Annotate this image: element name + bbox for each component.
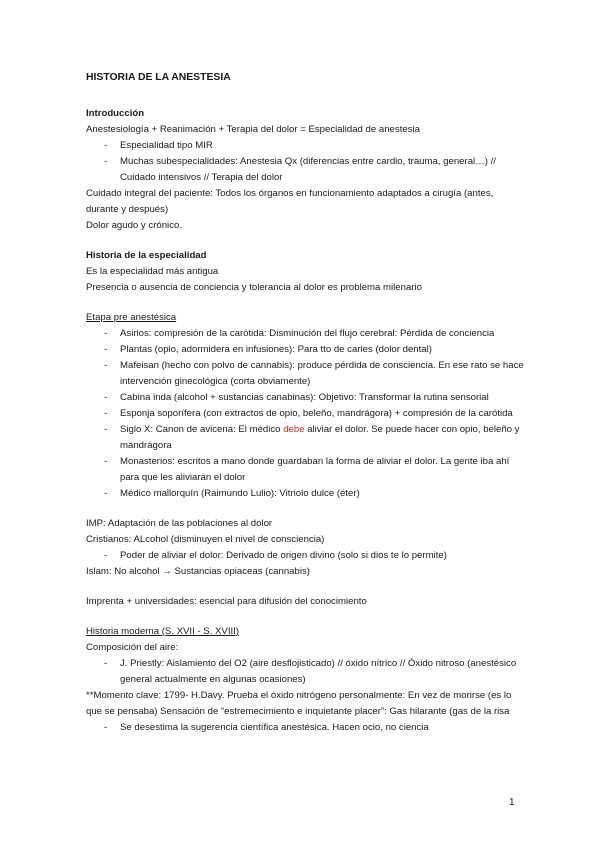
- imp-line: IMP: Adaptación de las poblaciones al dolor: [86, 518, 273, 529]
- intro-line: Cuidado integral del paciente: Todos los órganos en funcionamiento adaptados a cirugía (antes, durante y después): [86, 188, 494, 215]
- intro-heading: Introducción: [86, 108, 145, 119]
- list-item: - Plantas (opio, adormidera en infusiones): Para tto de caries (dolor dental): [104, 344, 432, 355]
- document-body: [86, 70, 526, 736]
- modern-line: Composición del aire:: [86, 642, 179, 653]
- list-item: - Se desestima la sugerencia científica anestésica. Hacen ocio, no ciencia: [104, 722, 429, 733]
- list-item: - Monasterios: escritos a mano donde guardaban la forma de aliviar el dolor. La gente iba ahí para que les aliviaran el dolor: [104, 456, 510, 483]
- imp-line: Cristianos: ALcohol (disminuyen el nivel de consciencia): [86, 534, 325, 545]
- list-item: - J. Priestly: Aislamiento del O2 (aire desflojisticado) // óxido nítrico // Óxido nitroso (anestésico general actualmente en algunas ocasiones): [104, 658, 517, 685]
- list-item: - Poder de aliviar el dolor: Derivado de origen divino (solo si dios te lo permite): [104, 550, 447, 561]
- list-item: - Muchas subespecialidades: Anestesia Qx (diferencias entre cardio, trauma, general…) // Cuidado intensivos // Terapia del dolor: [104, 156, 496, 183]
- history-heading: Historia de la especialidad: [86, 250, 207, 261]
- list-item: - Mafeisan (hecho con polvo de cannabis): produce pérdida de consciencia. En ese rato se hace intervención ginecológica (corta obviamente): [104, 360, 524, 387]
- list-item: - Siglo X: Canon de avicena: El médico debe aliviar el dolor. Se puede hacer con opio, beleño y mandrágora: [104, 424, 520, 451]
- page-number: 1: [509, 797, 515, 808]
- pre-heading: Etapa pre anestésica: [86, 312, 177, 323]
- imp-line: Imprenta + universidades: esencial para difusión del conocimiento: [86, 596, 367, 607]
- modern-heading: Historia moderna (S. XVII - S. XVIII): [86, 626, 240, 637]
- list-item: - Esponja soporífera (con extractos de opio, beleño, mandrágora) + compresión de la carótida: [104, 408, 513, 419]
- history-line: Es la especialidad más antigua: [86, 266, 219, 277]
- history-line: Presencia o ausencia de conciencia y tolerancia al dolor es problema milenario: [86, 282, 422, 293]
- list-item: - Médico mallorquín (Raimundo Lulio): Vitriolo dulce (éter): [104, 488, 360, 499]
- list-item: - Especialidad tipo MIR: [104, 140, 213, 151]
- list-item: - Cabina inda (alcohol + sustancias canabinas): Objetivo: Transformar la rutina sensorial: [104, 392, 489, 403]
- intro-line: Anestesiología + Reanimación + Terapia del dolor = Especialidad de anestesia: [86, 124, 420, 135]
- modern-line: **Momento clave: 1799- H.Davy. Prueba el óxido nitrógeno personalmente: En vez de morirse (es lo que se pensaba) Sensación de “estremecimiento e inquietante placer”: Gas hilarante (gas de la risa: [86, 690, 512, 717]
- document-title: HISTORIA DE LA ANESTESIA: [86, 72, 231, 83]
- imp-line: Islam: No alcohol → Sustancias opiaceas (cannabis): [86, 566, 310, 577]
- list-item: - Asirios: compresión de la carótida: Disminución del flujo cerebral: Pérdida de conciencia: [104, 328, 495, 339]
- intro-line: Dolor agudo y crónico.: [86, 220, 182, 231]
- highlight-word: debe: [283, 424, 305, 435]
